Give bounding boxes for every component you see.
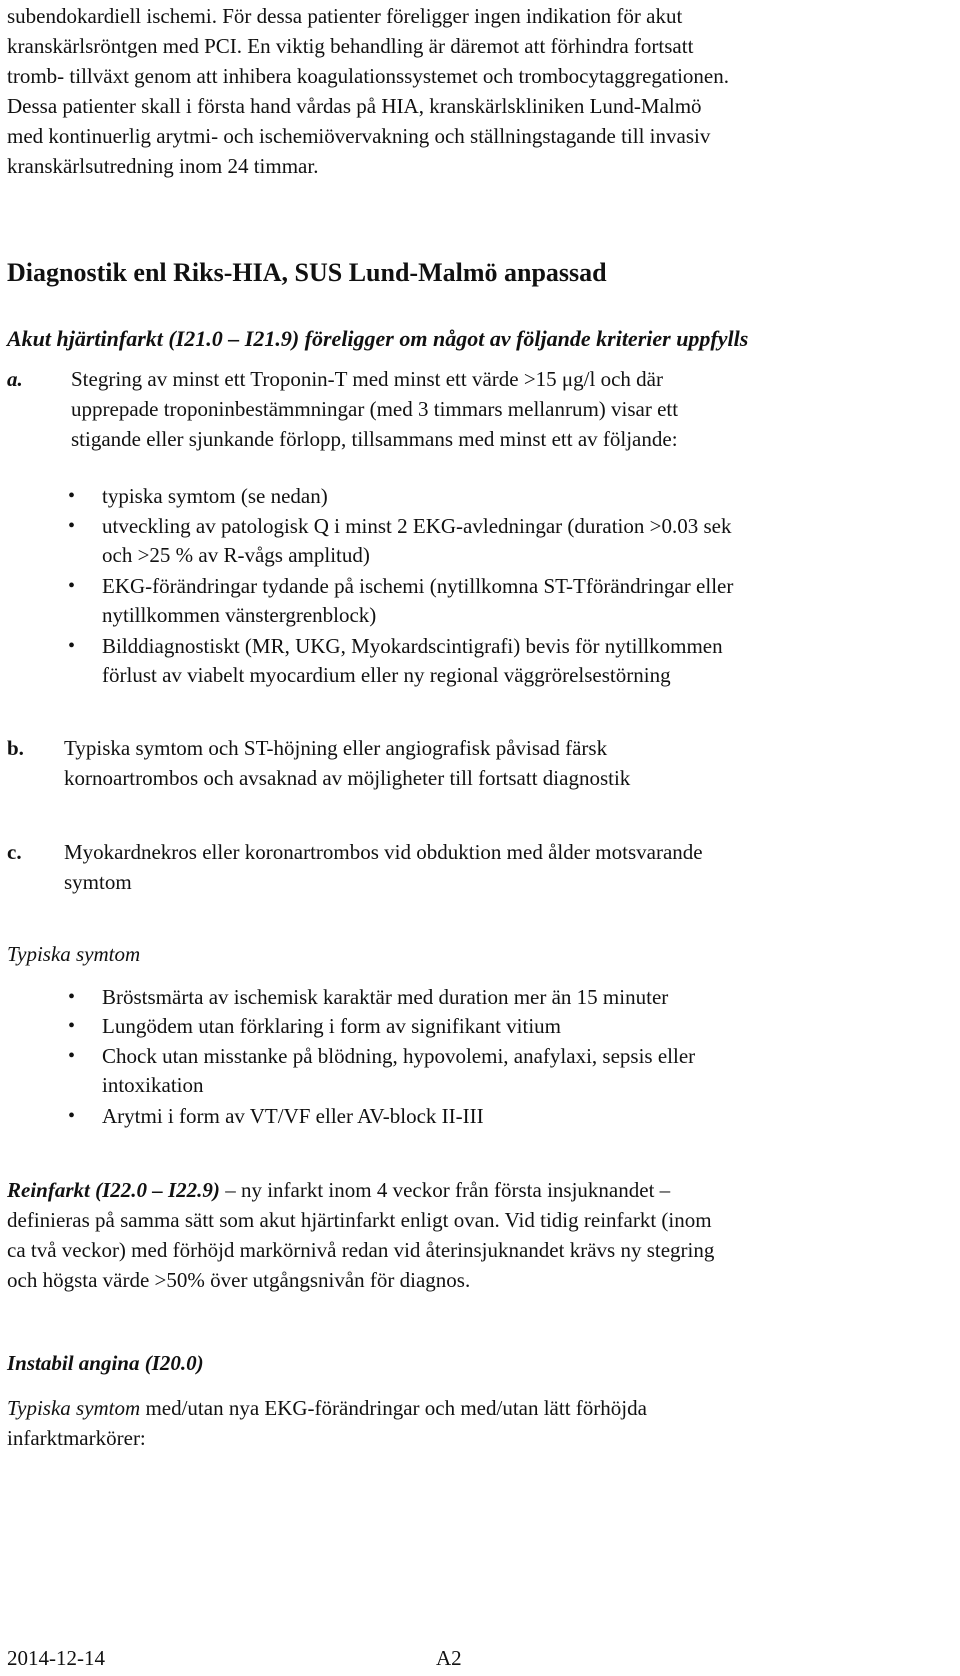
unstable-angina-first-line [7,1396,647,1420]
bullet-item-cont: nytillkommen vänstergrenblock) [102,603,377,627]
bullet-item: typiska symtom (se nedan) [102,484,328,508]
bullet-item: Arytmi i form av VT/VF eller AV-block II-III [102,1104,484,1128]
bullet-icon: • [68,1105,76,1127]
criterion-letter: a. [7,367,23,391]
bullet-item: Bilddiagnostiskt (MR, UKG, Myokardscintigrafi) bevis för nytillkommen [102,634,723,658]
criterion-letter: c. [7,840,22,864]
intro-line: kranskärlsutredning inom 24 timmar. [7,154,319,178]
bullet-icon: • [68,1045,76,1067]
bullet-icon: • [68,485,76,507]
bullet-icon: • [68,575,76,597]
unstable-angina-line: infarktmarkörer: [7,1426,146,1450]
criterion-line: upprepade troponinbestämmningar (med 3 timmars mellanrum) visar ett [71,397,679,421]
bullet-item: EKG-förändringar tydande på ischemi (nytillkomna ST-Tförändringar eller [102,574,734,598]
typical-symptoms-heading: Typiska symtom [7,942,141,966]
criterion-line: Myokardnekros eller koronartrombos vid obduktion med ålder motsvarande [64,840,703,864]
footer-date: 2014-12-14 [7,1646,105,1670]
bullet-icon: • [68,1015,76,1037]
bullet-item-cont: intoxikation [102,1073,204,1097]
bullet-icon: • [68,986,76,1008]
criteria-heading: Akut hjärtinfarkt (I21.0 – I21.9) föreligger om något av följande kriterier uppfylls [7,326,749,351]
criterion-line: stigande eller sjunkande förlopp, tillsammans med minst ett av följande: [71,427,678,451]
criterion-letter: b. [7,736,24,760]
bullet-icon: • [68,635,76,657]
reinfarct-line: ca två veckor) med förhöjd markörnivå redan vid återinsjuknandet krävs ny stegring [7,1238,715,1262]
section-title: Diagnostik enl Riks-HIA, SUS Lund-Malmö anpassad [7,258,607,287]
bullet-item: Chock utan misstanke på blödning, hypovolemi, anafylaxi, sepsis eller [102,1044,696,1068]
footer-page-label: A2 [436,1646,462,1670]
criterion-line: symtom [64,870,132,894]
criterion-line: Typiska symtom och ST-höjning eller angiografisk påvisad färsk [64,736,608,760]
unstable-angina-lead: Typiska symtom [7,1396,141,1420]
intro-line: kranskärlsröntgen med PCI. En viktig behandling är däremot att förhindra fortsatt [7,34,694,58]
criterion-line: Stegring av minst ett Troponin-T med minst ett värde >15 μg/l och där [71,367,663,391]
bullet-item: Bröstsmärta av ischemisk karaktär med duration mer än 15 minuter [102,985,669,1009]
unstable-angina-first-line-rest: med/utan nya EKG-förändringar och med/utan lätt förhöjda [140,1396,647,1420]
bullet-item: utveckling av patologisk Q i minst 2 EKG-avledningar (duration >0.03 sek [102,514,732,538]
intro-line: Dessa patienter skall i första hand vårdas på HIA, kranskärlskliniken Lund-Malmö [7,94,702,118]
intro-line: tromb- tillväxt genom att inhibera koagulationssystemet och trombocytaggregationen. [7,64,729,88]
bullet-item: Lungödem utan förklaring i form av signifikant vitium [102,1014,561,1038]
reinfarct-first-line [7,1178,670,1202]
unstable-angina-heading: Instabil angina (I20.0) [7,1351,204,1375]
reinfarct-line: och högsta värde >50% över utgångsnivån för diagnos. [7,1268,471,1292]
reinfarct-line: definieras på samma sätt som akut hjärtinfarkt enligt ovan. Vid tidig reinfarkt (inom [7,1208,712,1232]
intro-line: subendokardiell ischemi. För dessa patienter föreligger ingen indikation för akut [7,4,683,28]
intro-line: med kontinuerlig arytmi- och ischemiövervakning och ställningstagande till invasiv [7,124,711,148]
bullet-item-cont: och >25 % av R-vågs amplitud) [102,543,370,567]
reinfarct-term: Reinfarkt (I22.0 – I22.9) [7,1178,220,1202]
bullet-icon: • [68,515,76,537]
bullet-item-cont: förlust av viabelt myocardium eller ny regional väggrörelsestörning [102,663,671,687]
reinfarct-first-line-rest: – ny infarkt inom 4 veckor från första insjuknandet – [219,1178,671,1202]
criterion-line: kornoartrombos och avsaknad av möjligheter till fortsatt diagnostik [64,766,631,790]
